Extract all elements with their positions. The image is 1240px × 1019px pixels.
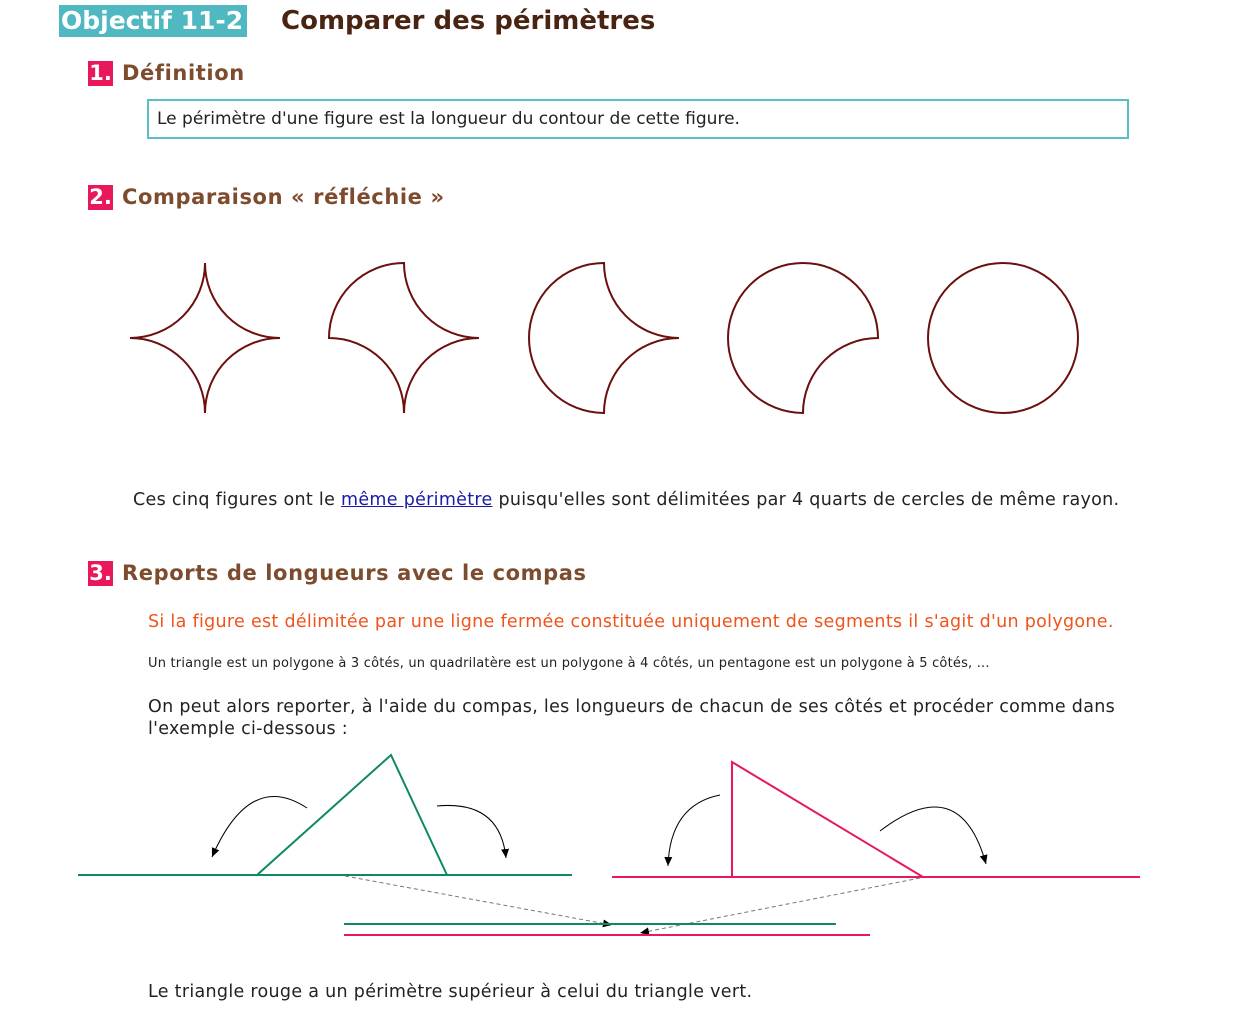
section-2-number: 2. — [89, 185, 112, 209]
compass-method: On peut alors reporter, à l'aide du compas, les longueurs de chacun de ses côtés et procéder comme dans l'exemple ci-dessous : — [148, 697, 1116, 739]
transfer-green — [345, 876, 612, 925]
section-1-number: 1. — [89, 61, 112, 85]
definition-box: Le périmètre d'une figure est la longueur du contour de cette figure. — [147, 99, 1129, 139]
polygon-rule: Si la figure est délimitée par une ligne fermée constituée uniquement de segments il s'agit d'un polygone. — [148, 612, 1114, 632]
polygon-examples: Un triangle est un polygone à 3 côtés, un quadrilatère est un polygone à 4 côtés, un pentagone est un polygone à 5 côtés, ... — [148, 656, 990, 671]
conclusion: Le triangle rouge a un périmètre supérieur à celui du triangle vert. — [148, 982, 753, 1002]
sentence-end: puisqu'elles sont délimitées par 4 quarts de cercles de même rayon. — [492, 490, 1120, 510]
arc-arrow-1 — [212, 796, 307, 857]
arc-arrow-3 — [668, 795, 720, 866]
section-1-title: Définition — [122, 61, 245, 85]
same-perimeter-link[interactable]: même périmètre — [341, 490, 493, 510]
objective-badge: Objectif 11-2 — [59, 5, 247, 37]
section-3-number: 3. — [89, 561, 112, 585]
section-3-title: Reports de longueurs avec le compas — [122, 561, 587, 585]
red-triangle — [732, 762, 923, 877]
arc-arrow-2 — [437, 805, 506, 858]
green-triangle — [257, 755, 447, 875]
section-2-title: Comparaison « réfléchie » — [122, 185, 445, 209]
arc-arrow-4 — [880, 807, 986, 864]
page-title: Comparer des périmètres — [281, 6, 656, 36]
sentence-start: Ces cinq figures ont le — [133, 490, 342, 510]
